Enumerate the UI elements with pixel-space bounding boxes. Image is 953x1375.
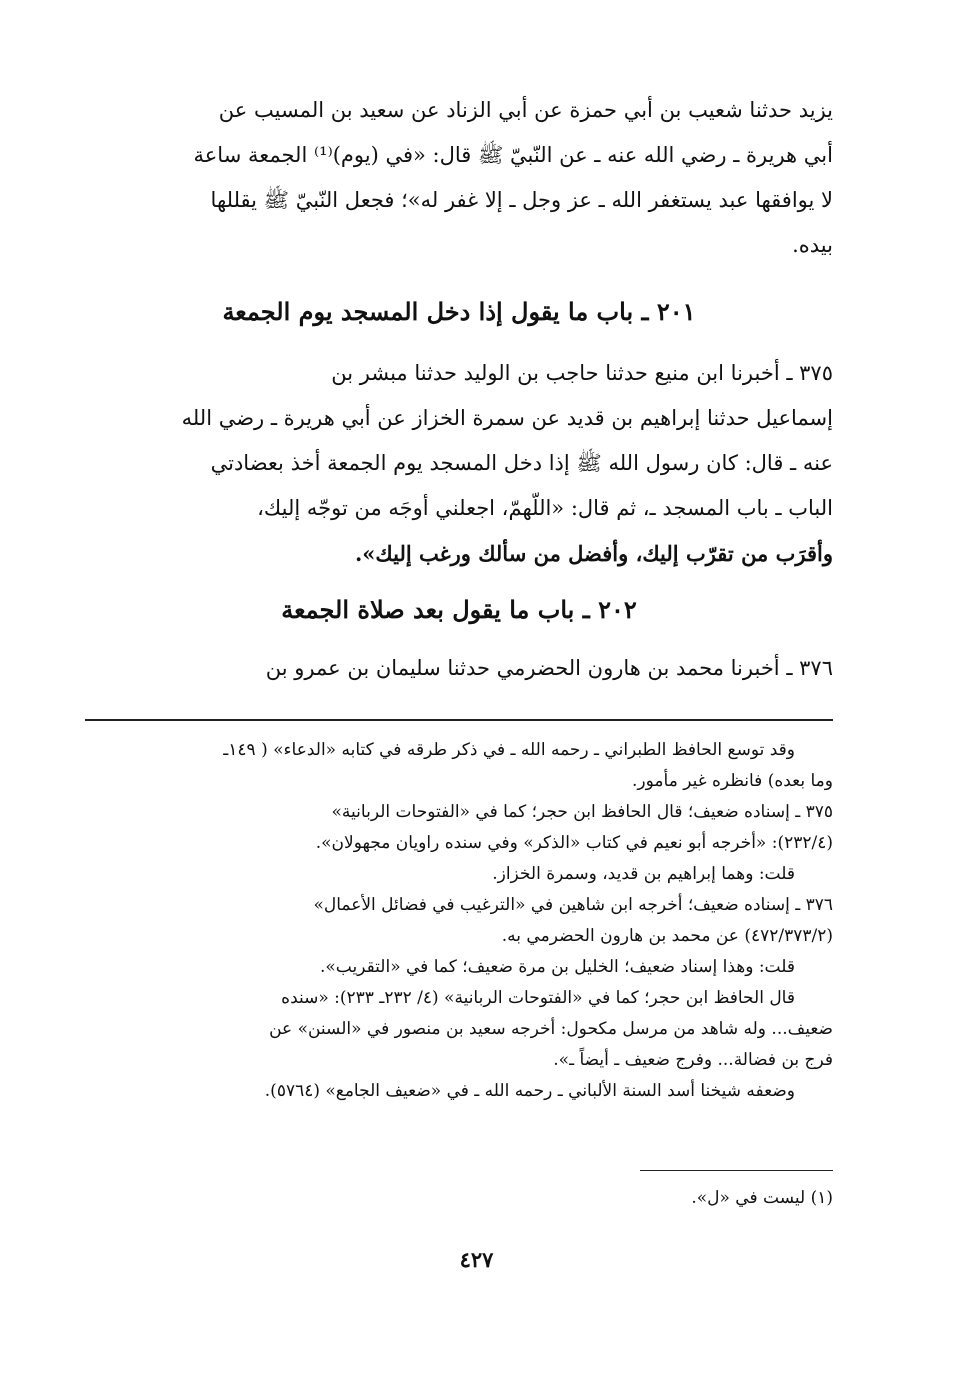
section-201-line: ٣٧٥ ـ أخبرنا ابن منيع حدثنا حاجب بن الوليد حدثنا مبشر بن <box>331 361 833 385</box>
chapter-heading-201: ٢٠١ ـ باب ما يقول إذا دخل المسجد يوم الجمعة <box>222 297 696 326</box>
body-text <box>85 88 833 268</box>
footnote-divider <box>85 719 833 721</box>
footnotes <box>85 735 833 1107</box>
footnote-line: (٢٣٢/٤): «أخرجه أبو نعيم في كتاب «الذكر» وفي سنده راويان مجهولان». <box>315 833 833 853</box>
chapter-heading-202: ٢٠٢ ـ باب ما يقول بعد صلاة الجمعة <box>281 595 637 624</box>
body-line: لا يوافقها عبد يستغفر الله ـ عز وجل ـ إلا غفر له»؛ فجعل النّبيّ ﷺ يقللها <box>210 188 833 212</box>
body-line: أبي هريرة ـ رضي الله عنه ـ عن النّبيّ ﷺ قال: «في (يوم)⁽¹⁾ الجمعة ساعة <box>193 143 833 167</box>
section-202-line: ٣٧٦ ـ أخبرنا محمد بن هارون الحضرمي حدثنا سليمان بن عمرو بن <box>265 656 833 680</box>
footnote-line: وضعفه شيخنا أسد السنة الألباني ـ رحمه الله ـ في «ضعيف الجامع» (٥٧٦٤). <box>264 1081 795 1101</box>
section-201-line: عنه ـ قال: كان رسول الله ﷺ إذا دخل المسجد يوم الجمعة أخذ بعضادتي <box>210 451 833 475</box>
body-line: بيده. <box>792 233 833 257</box>
section-201-line: وأقرَب من تقرّب إليك، وأفضل من سألك ورغب إليك». <box>354 541 833 566</box>
marginal-note: (١) ليست في «ل». <box>691 1188 833 1208</box>
note-divider <box>640 1170 833 1171</box>
section-202-text <box>85 646 833 691</box>
section-201-line: إسماعيل حدثنا إبراهيم بن قديد عن سمرة الخزاز عن أبي هريرة ـ رضي الله <box>181 406 833 430</box>
footnote-line: وقد توسع الحافظ الطبراني ـ رحمه الله ـ في ذكر طرقه في كتابه «الدعاء» ( ١٤٩ـ <box>223 740 795 760</box>
section-201-text <box>85 351 833 576</box>
page-number: ٤٢٧ <box>459 1247 494 1272</box>
section-201-line: الباب ـ باب المسجد ـ، ثم قال: «اللّهمّ، اجعلني أوجَه من توجّه إليك، <box>257 496 833 520</box>
footnote-line: ضعيف... وله شاهد من مرسل مكحول: أخرجه سعيد بن منصور في «السنن» عن <box>269 1019 833 1039</box>
footnote-line: فرج بن فضالة... وفرج ضعيف ـ أيضاً ـ». <box>553 1050 833 1070</box>
footnote-line: وما بعده) فانظره غير مأمور. <box>632 771 833 791</box>
body-line: يزيد حدثنا شعيب بن أبي حمزة عن أبي الزناد عن سعيد بن المسيب عن <box>218 98 833 122</box>
footnote-line: قلت: وهما إبراهيم بن قديد، وسمرة الخزاز. <box>492 864 795 884</box>
footnote-line: ٣٧٦ ـ إسناده ضعيف؛ أخرجه ابن شاهين في «الترغيب في فضائل الأعمال» <box>313 895 833 915</box>
footnote-line: قلت: وهذا إسناد ضعيف؛ الخليل بن مرة ضعيف؛ كما في «التقريب». <box>319 957 795 977</box>
footnote-line: ٣٧٥ ـ إسناده ضعيف؛ قال الحافظ ابن حجر؛ كما في «الفتوحات الربانية» <box>331 802 833 822</box>
footnote-line: (٤٧٢/٣٧٣/٢) عن محمد بن هارون الحضرمي به. <box>501 926 833 946</box>
footnote-line: قال الحافظ ابن حجر؛ كما في «الفتوحات الربانية» (٤/ ٢٣٢ـ ٢٣٣): «سنده <box>281 988 795 1008</box>
